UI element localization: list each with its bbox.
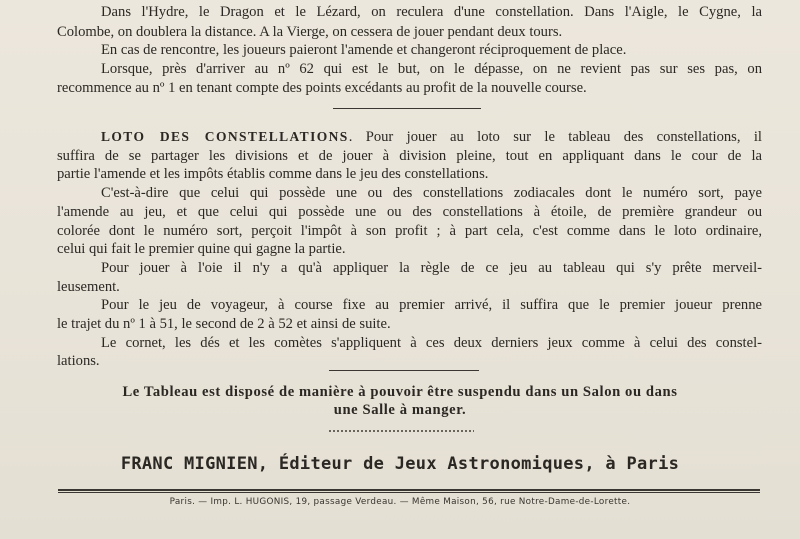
imprint-line: Paris. — Imp. L. HUGONIS, 19, passage Verdeau. — Même Maison, 56, rue Notre-Dame-de-Lorette. xyxy=(169,497,631,507)
paragraph-line: Le cornet, les dés et les comètes s'appliquent à ces deux derniers jeux comme à celui des constel- xyxy=(101,335,762,351)
paragraph-line: celui qui fait le premier quine qui gagne la partie. xyxy=(57,241,346,257)
paragraph-line: lations. xyxy=(57,353,100,369)
paragraph-line: En cas de rencontre, les joueurs paieront l'amende et changeront réciproquement de place. xyxy=(101,42,627,58)
notice-line: une Salle à manger. xyxy=(333,402,467,418)
ornamental-divider xyxy=(328,429,474,432)
section-heading: LOTO DES CONSTELLATIONS xyxy=(101,129,349,144)
loto-heading-line xyxy=(0,127,800,147)
notice-line: Le Tableau est disposé de manière à pouvoir être suspendu dans un Salon ou dans xyxy=(122,384,678,400)
paragraph-line: leusement. xyxy=(57,279,120,295)
paragraph-line: le trajet du nº 1 à 51, le second de 2 à 52 et ainsi de suite. xyxy=(57,316,391,332)
paragraph-line: recommence au nº 1 en tenant compte des points excédants au profit de la nouvelle course. xyxy=(57,80,587,96)
paragraph-line: l'amende au jeu, et que celui qui possède une ou des constellations à étoile, de première grandeur ou xyxy=(57,204,762,220)
paragraph-line: partie l'amende et les impôts établis comme dans le jeu des constellations. xyxy=(57,166,489,182)
paragraph-line: Pour le jeu de voyageur, à course fixe au premier arrivé, il suffira que le premier joueur prenne xyxy=(101,297,762,313)
paragraph-line: Lorsque, près d'arriver au nº 62 qui est le but, on le dépasse, on ne revient pas sur ses pas, on xyxy=(101,61,762,77)
paragraph-line: colorée dont le numéro sort, perçoit l'impôt à son profit ; à part cela, c'est comme dans le loto ordinaire, xyxy=(57,223,762,239)
paragraph-line: Dans l'Hydre, le Dragon et le Lézard, on reculera d'une constellation. Dans l'Aigle, le Cygne, la xyxy=(101,4,762,20)
section-divider xyxy=(329,370,479,371)
publisher-line: FRANC MIGNIEN, Éditeur de Jeux Astronomiques, à Paris xyxy=(120,454,680,474)
paragraph-line: . Pour jouer au loto sur le tableau des constellations, il xyxy=(348,129,762,145)
paragraph-line: Colombe, on doublera la distance. A la Vierge, on cessera de jouer pendant deux tours. xyxy=(57,24,563,40)
section-divider xyxy=(333,108,481,109)
paragraph-line: C'est-à-dire que celui qui possède une ou des constellations zodiacales dont le numéro sort, paye xyxy=(101,185,762,201)
paragraph-line: Pour jouer à l'oie il n'y a qu'à appliquer la règle de ce jeu au tableau qui s'y prête merveil- xyxy=(101,260,762,276)
footer-rule xyxy=(58,489,760,491)
footer-rule xyxy=(58,492,760,493)
paragraph-line: suffira de se partager les divisions et de jouer à division pleine, tout en appliquant dans le cour de la xyxy=(57,148,762,164)
